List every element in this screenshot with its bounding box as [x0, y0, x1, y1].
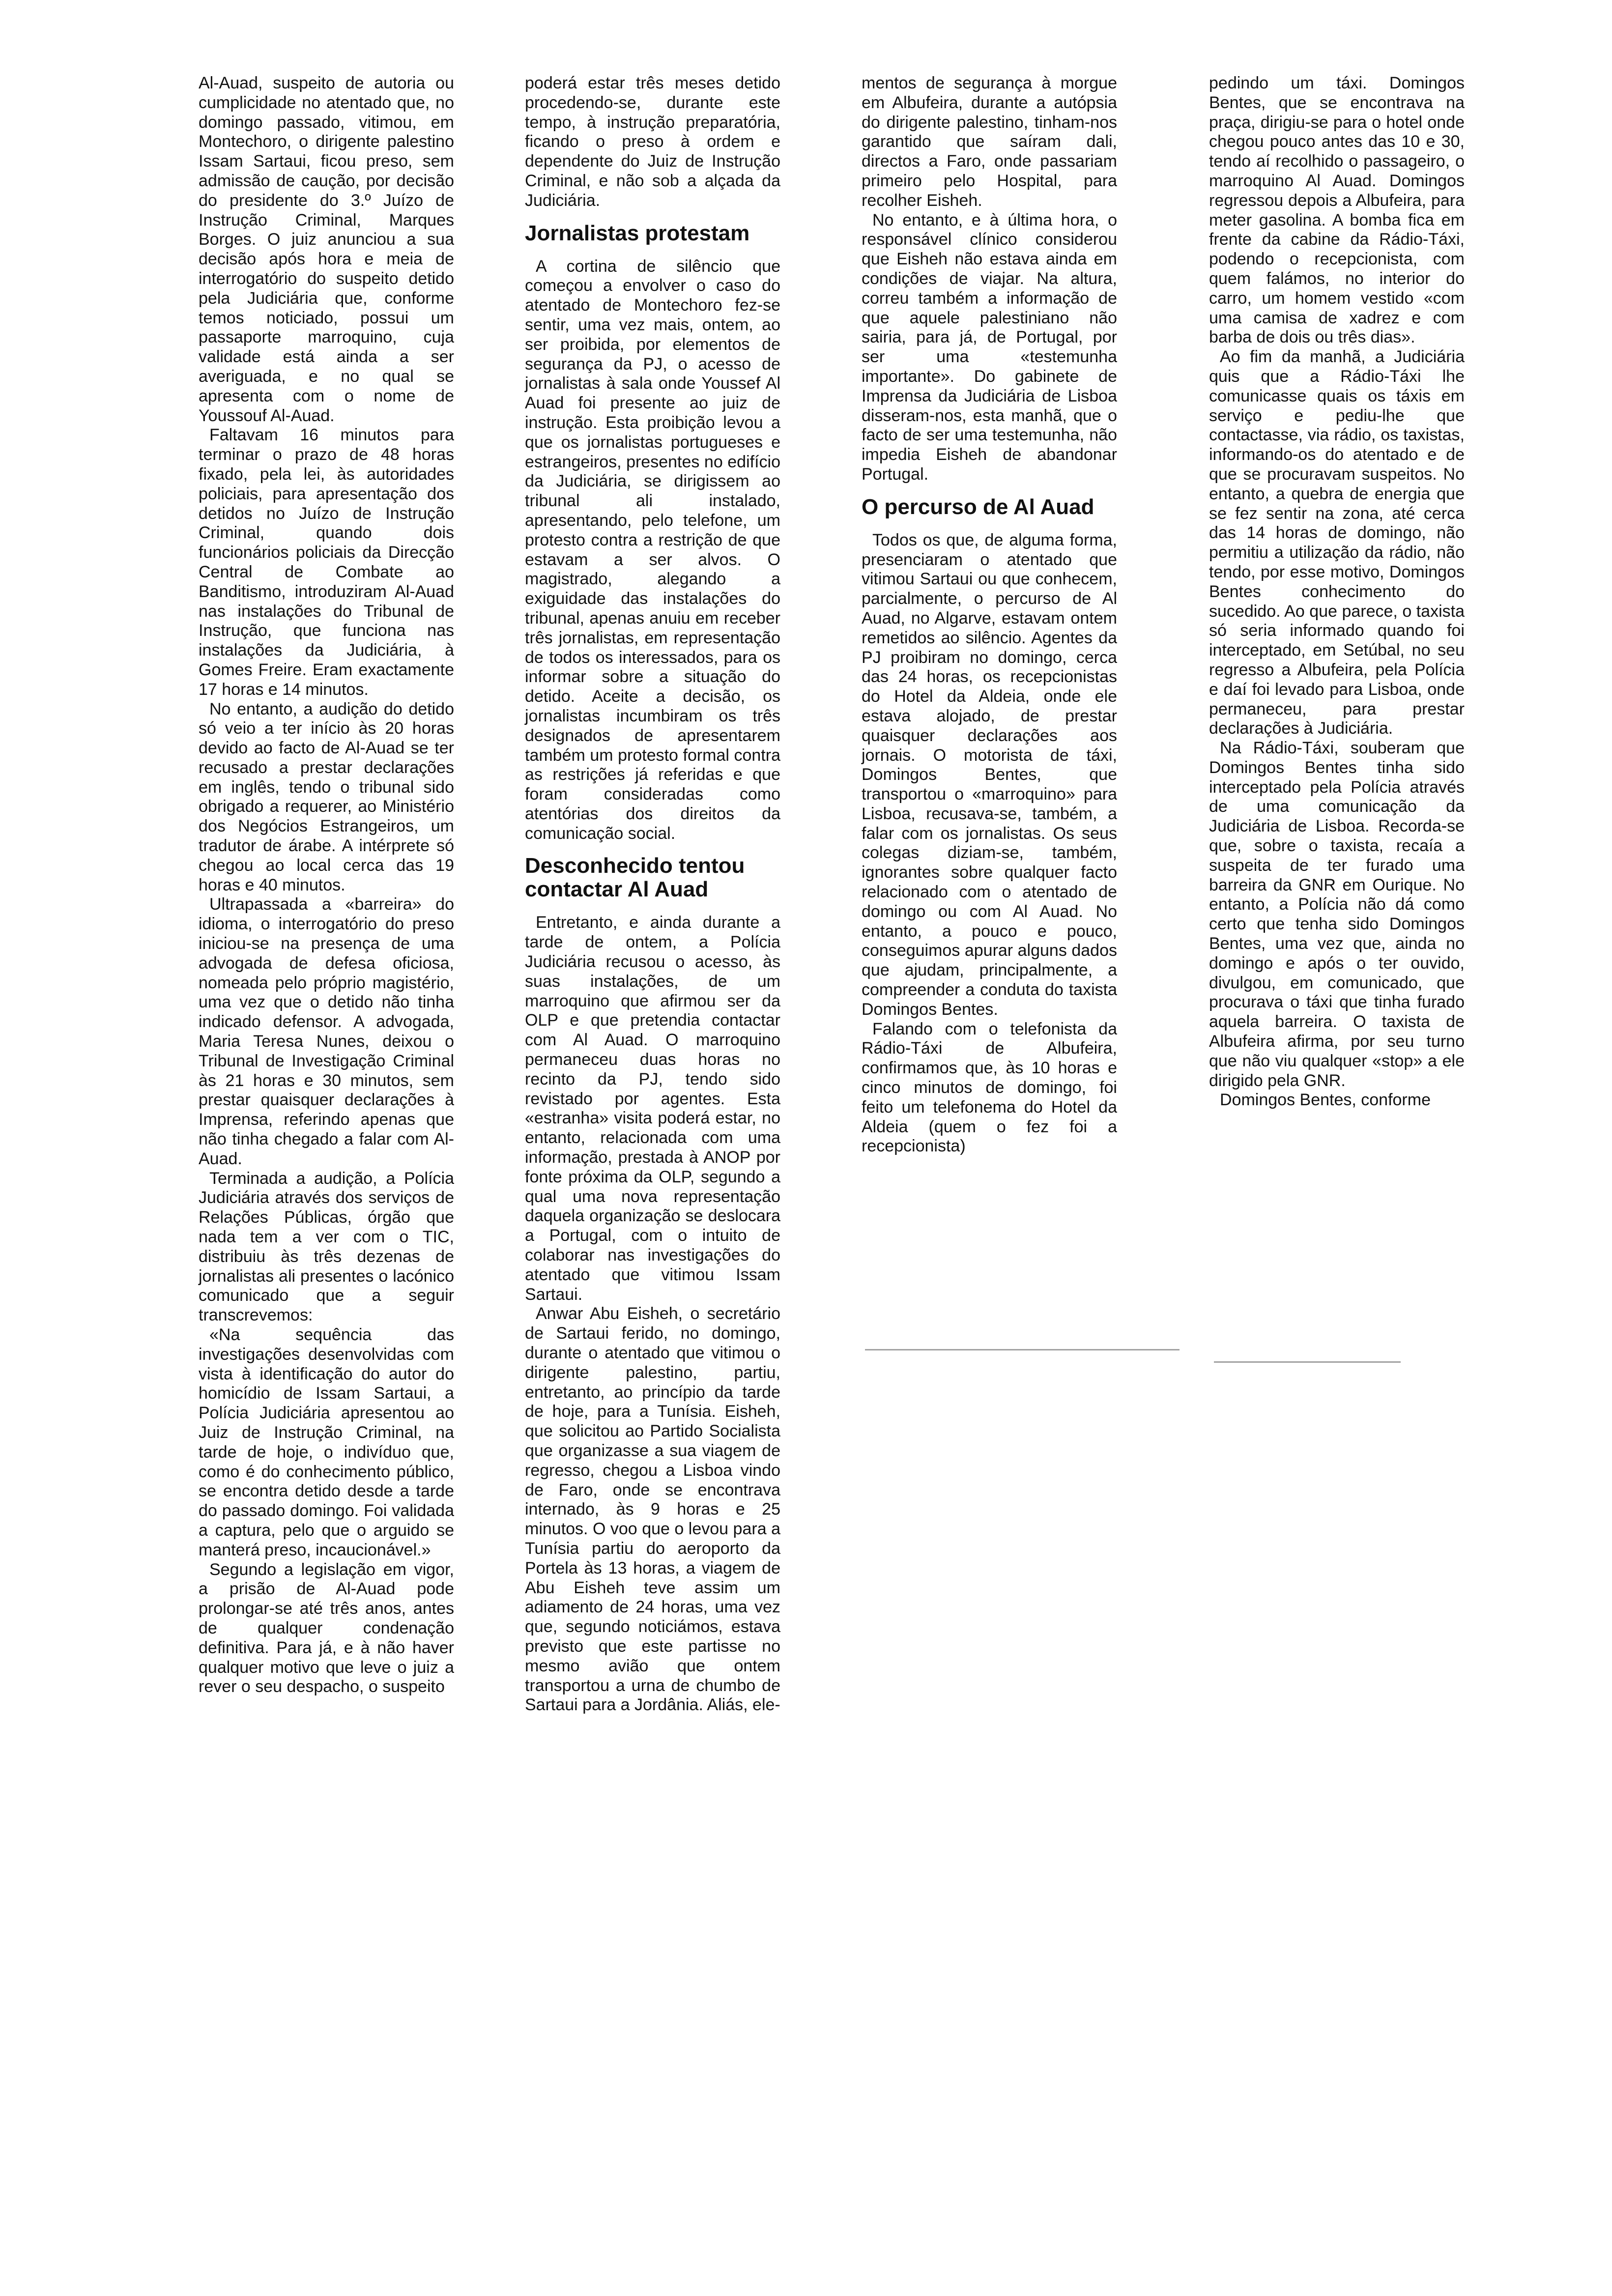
paragraph: pedindo um táxi. Domingos Bentes, que se encontrava na praça, dirigiu-se para o hotel onde chegou pouco antes das 10 e 30, tendo aí recolhido o passageiro, o marroquino Al Auad. Domingos regressou depois a Albufeira, para meter gasolina. A bomba fica em frente da cabine da Rádio-Táxi, podendo o recepcionista, com quem falámos, no interior do carro, um homem vestido «com uma camisa de xadrez e com barba de dois ou três dias». — [1209, 74, 1465, 347]
paragraph: «Na sequência das investigações desenvolvidas com vista à identificação do autor do homicídio de Issam Sartaui, a Polícia Judiciária apresentou ao Juiz de Instrução Criminal, na tarde de hoje, o indivíduo que, como é do conhecimento público, se encontra detido desde a tarde do passado domingo. Foi validada a captura, pelo que o arguido se manterá preso, incaucionável.» — [199, 1325, 454, 1559]
column-4 — [1209, 74, 1465, 1110]
paragraph: mentos de segurança à morgue em Albufeira, durante a autópsia do dirigente palestino, tinham-nos garantido que saíram dali, directos a Faro, onde passariam primeiro pelo Hospital, para recolher Eisheh. — [862, 74, 1117, 210]
paragraph: Al-Auad, suspeito de autoria ou cumplicidade no atentado que, no domingo passado, vitimou, em Montechoro, o dirigente palestino Issam Sartaui, ficou preso, sem admissão de caução, por decisão do presidente do 3.º Juízo de Instrução Criminal, Marques Borges. O juiz anunciou a sua decisão após hora e meia de interrogatório do suspeito detido pela Judiciária que, conforme temos noticiado, possui um passaporte marroquino, cuja validade está ainda a ser averiguada, e no qual se apresenta com o nome de Youssouf Al-Auad. — [199, 74, 454, 425]
column-2 — [525, 74, 780, 1715]
paragraph: poderá estar três meses detido procedendo-se, durante este tempo, à instrução preparatória, ficando o preso à ordem e dependente do Juiz de Instrução Criminal, e não sob a alçada da Judiciária. — [525, 74, 780, 210]
paragraph: Na Rádio-Táxi, souberam que Domingos Bentes tinha sido interceptado pela Polícia através de uma comunicação da Judiciária de Lisboa. Recorda-se que, sobre o taxista, recaía a suspeita de ter furado uma barreira da GNR em Ourique. No entanto, a Polícia não dá como certo que tenha sido Domingos Bentes, uma vez que, ainda no domingo e após o ter ouvido, divulgou, em comunicado, que procurava o táxi que tinha furado aquela barreira. O taxista de Albufeira afirma, por seu turno que não viu qualquer «stop» a ele dirigido pela GNR. — [1209, 739, 1465, 1090]
paragraph: Ultrapassada a «barreira» do idioma, o interrogatório do preso iniciou-se na presença de uma advogada de defesa oficiosa, nomeada pelo próprio magistério, uma vez que o detido não tinha indicado defensor. A advogada, Maria Teresa Nunes, deixou o Tribunal de Investigação Criminal às 21 horas e 30 minutos, sem prestar quaisquer declarações à Imprensa, referindo apenas que não tinha chegado a falar com Al-Auad. — [199, 895, 454, 1168]
paragraph: Terminada a audição, a Polícia Judiciária através dos serviços de Relações Públicas, órgão que nada tem a ver com o TIC, distribuiu às três dezenas de jornalistas ali presentes o lacónico comunicado que a seguir transcrevemos: — [199, 1169, 454, 1325]
paragraph: No entanto, e à última hora, o responsável clínico considerou que Eisheh não estava ainda em condições de viajar. Na altura, correu também a informação de que aquele palestiniano não sairia, para já, de Portugal, por ser uma «testemunha importante». Do gabinete de Imprensa da Judiciária de Lisboa disseram-nos, esta manhã, que o facto de ser uma testemunha, não impedia Eisheh de abandonar Portugal. — [862, 210, 1117, 484]
paragraph: Faltavam 16 minutos para terminar o prazo de 48 horas fixado, pela lei, às autoridades policiais, para apresentação dos detidos no Juízo de Instrução Criminal, quando dois funcionários policiais da Direcção Central de Combate ao Banditismo, introduziram Al-Auad nas instalações do Tribunal de Instrução, que funciona nas instalações da Judiciária, à Gomes Freire. Eram exactamente 17 horas e 14 minutos. — [199, 426, 454, 699]
scan-noise — [865, 1349, 1180, 1350]
paragraph: A cortina de silêncio que começou a envolver o caso do atentado de Montechoro fez-se sentir, uma vez mais, ontem, ao ser proibida, por elementos de segurança da PJ, o acesso de jornalistas à sala onde Youssef Al Auad foi presente ao juiz de instrução. Esta proibição levou a que os jornalistas portugueses e estrangeiros, presentes no edifício da Judiciária, se dirigissem ao tribunal ali instalado, apresentando, pelo telefone, um protesto contra a restrição de que estavam a ser alvos. O magistrado, alegando a exiguidade das instalações do tribunal, apenas anuiu em receber três jornalistas, em representação de todos os interessados, para os informar sobre a situação do detido. Aceite a decisão, os jornalistas incumbiram os três designados de apresentarem também um protesto formal contra as restrições já referidas e que foram consideradas como atentórias dos direitos da comunicação social. — [525, 257, 780, 843]
paragraph: Anwar Abu Eisheh, o secretário de Sartaui ferido, no domingo, durante o atentado que vitimou o dirigente palestino, partiu, entretanto, ao princípio da tarde de hoje, para a Tunísia. Eisheh, que solicitou ao Partido Socialista que organizasse a sua viagem de regresso, chegou a Lisboa vindo de Faro, onde se encontrava internado, às 9 horas e 25 minutos. O voo que o levou para a Tunísia partiu do aeroporto da Portela às 13 horas, a viagem de Abu Eisheh teve assim um adiamento de 24 horas, uma vez que, segundo noticiámos, estava previsto que este partisse no mesmo avião que ontem transportou a urna de chumbo de Sartaui para a Jordânia. Aliás, ele- — [525, 1304, 780, 1715]
paragraph: Segundo a legislação em vigor, a prisão de Al-Auad pode prolongar-se até três anos, antes de qualquer condenação definitiva. Para já, e à não haver qualquer motivo que leve o juiz a rever o seu despacho, o suspeito — [199, 1560, 454, 1696]
scan-noise — [1214, 1361, 1401, 1363]
subheading-desconhecido-tentou: Desconhecido tentou contactar Al Auad — [525, 854, 745, 902]
paragraph: Entretanto, e ainda durante a tarde de ontem, a Polícia Judiciária recusou o acesso, às suas instalações, de um marroquino que afirmou ser da OLP e que pretendia contactar com Al Auad. O marroquino permaneceu duas horas no recinto da PJ, tendo sido revistado por agentes. Esta «estranha» visita poderá estar, no entanto, relacionada com uma informação, prestada à ANOP por fonte próxima da OLP, segundo a qual uma nova representação daquela organização se deslocara a Portugal, com o intuito de colaborar nas investigações do atentado que vitimou Issam Sartaui. — [525, 913, 780, 1304]
paragraph: Todos os que, de alguma forma, presenciaram o atentado que vitimou Sartaui ou que conhecem, parcialmente, o percurso de Al Auad, no Algarve, estavam ontem remetidos ao silêncio. Agentes da PJ proibiram no domingo, cerca das 24 horas, os recepcionistas do Hotel da Aldeia, onde ele estava alojado, de prestar quaisquer declarações aos jornais. O motorista de táxi, Domingos Bentes, que transportou o «marroquino» para Lisboa, recusava-se, também, a falar com os jornalistas. Os seus colegas diziam-se, também, ignorantes sobre qualquer facto relacionado com o atentado de domingo ou com Al Auad. No entanto, a pouco e pouco, conseguimos apurar alguns dados que ajudam, principalmente, a compreender a conduta do taxista Domingos Bentes. — [862, 530, 1117, 1019]
subheading-o-percurso: O percurso de Al Auad — [862, 494, 1094, 519]
subheading-jornalistas-protestam: Jornalistas protestam — [525, 221, 750, 245]
column-1 — [199, 74, 454, 1697]
paragraph: Ao fim da manhã, a Judiciária quis que a Rádio-Táxi lhe comunicasse quais os táxis em serviço e pediu-lhe que contactasse, via rádio, os taxistas, informando-os do atentado e de que se procuravam suspeitos. No entanto, a quebra de energia que se fez sentir na zona, até cerca das 14 horas de domingo, não permitiu a utilização da rádio, não tendo, por esse motivo, Domingos Bentes conhecimento do sucedido. Ao que parece, o taxista só seria informado quando foi interceptado, em Setúbal, no seu regresso a Albufeira, pela Polícia e daí foi levado para Lisboa, onde permaneceu, para prestar declarações à Judiciária. — [1209, 347, 1465, 738]
paragraph: No entanto, a audição do detido só veio a ter início às 20 horas devido ao facto de Al-Auad se ter recusado a prestar declarações em inglês, tendo o tribunal sido obrigado a requerer, ao Ministério dos Negócios Estrangeiros, um tradutor de árabe. A intérprete só chegou ao local cerca das 19 horas e 40 minutos. — [199, 699, 454, 894]
paragraph: Falando com o telefonista da Rádio-Táxi de Albufeira, confirmamos que, às 10 horas e cinco minutos de domingo, foi feito um telefonema do Hotel da Aldeia (quem o fez foi a recepcionista) — [862, 1019, 1117, 1156]
column-3 — [862, 74, 1117, 1156]
paragraph: Domingos Bentes, conforme — [1220, 1091, 1431, 1110]
